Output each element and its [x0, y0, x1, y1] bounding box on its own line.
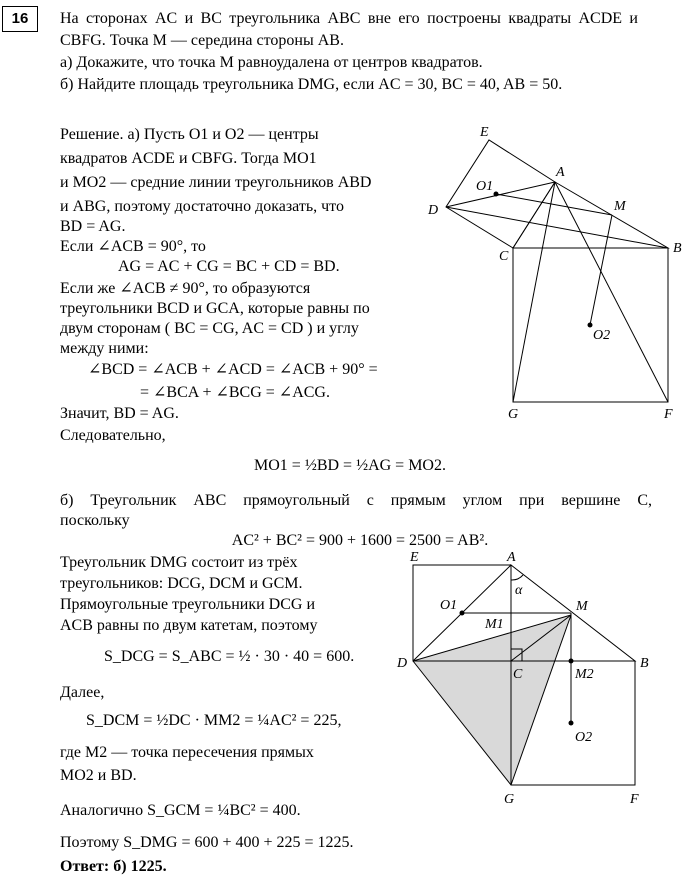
fig1-label-g: G	[508, 407, 519, 422]
solution-b-line-10: S_DCM = ½DC · MM2 = ¼AC² = 225,	[86, 712, 342, 729]
problem-line-3: а) Докажите, что точка M равноудалена от центров квадратов.	[60, 54, 483, 71]
solution-b-line-12: MO2 и BD.	[60, 767, 137, 784]
solution-b-line-6: Прямоугольные треугольники DCG и	[60, 596, 316, 613]
fig2-label-m1: M1	[485, 617, 504, 632]
fig2-label-c: C	[513, 667, 523, 682]
solution-b-line-1: б) Треугольник ABC прямоугольный с прямым углом при вершине C,	[60, 492, 652, 509]
solution-b-line-4: Треугольник DMG состоит из трёх	[60, 554, 298, 571]
fig2-angle-alpha-arc	[511, 575, 523, 580]
fig1-label-m: M	[614, 199, 626, 214]
solution-a-line-4: и ABG, поэтому достаточно доказать, что	[60, 198, 344, 215]
fig2-label-a: A	[507, 550, 516, 565]
solution-b-line-8: S_DCG = S_ABC = ½ · 30 · 40 = 600.	[104, 648, 355, 665]
fig1-label-c: C	[499, 249, 509, 264]
problem-line-1: На сторонах AC и BC треугольника ABC вне его построены квадраты ACDE и	[60, 10, 638, 27]
fig2-label-m: M	[576, 599, 588, 614]
solution-a-line-2: квадратов ACDE и CBFG. Тогда MO1	[60, 150, 317, 167]
solution-a-line-14: Значит, BD = AG.	[60, 405, 179, 422]
fig2-label-b: B	[640, 656, 649, 671]
solution-b-line-3: AC² + BC² = 900 + 1600 = 2500 = AB².	[231, 532, 489, 549]
solution-a-line-13: = ∠BCA + ∠BCG = ∠ACG.	[140, 384, 330, 401]
fig2-label-o2: O2	[575, 730, 593, 745]
fig2-point-o1	[460, 611, 465, 616]
solution-a-line-6: Если ∠ACB = 90°, то	[60, 238, 206, 255]
problem-line-2: CBFG. Точка M — середина стороны AB.	[60, 32, 344, 49]
solution-a-line-10: двум сторонам ( BC = CG, AC = CD ) и углу	[60, 320, 359, 337]
solution-b-line-7: ACB равны по двум катетам, поэтому	[60, 617, 318, 634]
fig1-label-a: A	[556, 165, 565, 180]
fig2-label-f: F	[630, 792, 639, 807]
fig1-label-b: B	[673, 241, 682, 256]
fig2-label-alpha: α	[515, 583, 523, 598]
solution-a-line-11: между ними:	[60, 340, 149, 357]
solution-a-conclusion: MO1 = ½BD = ½AG = MO2.	[254, 457, 446, 474]
solution-a-line-8: Если же ∠ACB ≠ 90°, то образуются	[60, 280, 311, 297]
fig1-label-o2: O2	[593, 328, 611, 343]
solution-a-line-15: Следовательно,	[60, 427, 166, 444]
solution-a-line-1: Решение. а) Пусть O1 и O2 — центры	[60, 126, 319, 143]
fig1-label-d: D	[428, 203, 439, 218]
fig1-label-o1: O1	[476, 179, 494, 194]
fig2-label-m2: M2	[575, 667, 594, 682]
solution-b-line-2: поскольку	[60, 512, 130, 529]
solution-b-line-5: треугольников: DCG, DCM и GCM.	[60, 575, 303, 592]
solution-a-line-12: ∠BCD = ∠ACB + ∠ACD = ∠ACB + 90° =	[88, 361, 378, 378]
fig1-label-e: E	[480, 125, 489, 140]
fig2-label-g: G	[504, 792, 515, 807]
fig2-label-e: E	[410, 550, 419, 565]
problem-number: 16	[2, 6, 38, 32]
fig1-label-f: F	[664, 407, 673, 422]
problem-line-4: б) Найдите площадь треугольника DMG, если AC = 30, BC = 40, AB = 50.	[60, 76, 563, 93]
fig2-shaded-dmg	[413, 615, 571, 785]
solution-b-line-13: Аналогично S_GCM = ¼BC² = 400.	[60, 802, 301, 819]
solution-a-line-3: и MO2 — средние линии треугольников ABD	[60, 174, 372, 191]
solution-b-line-11: где M2 — точка пересечения прямых	[60, 744, 314, 761]
answer-line: Ответ: б) 1225.	[60, 858, 167, 875]
solution-a-line-9: треугольники BCD и GCA, которые равны по	[60, 300, 370, 317]
solution-a-line-5: BD = AG.	[60, 218, 126, 235]
solution-b-line-9: Далее,	[60, 684, 105, 701]
solution-a-line-7: AG = AC + CG = BC + CD = BD.	[118, 258, 340, 275]
fig2-point-o2	[569, 721, 574, 726]
fig2-point-m2	[569, 659, 574, 664]
fig2-label-d: D	[397, 656, 408, 671]
solution-b-line-14: Поэтому S_DMG = 600 + 400 + 225 = 1225.	[60, 834, 354, 851]
fig2-label-o1: O1	[440, 598, 458, 613]
